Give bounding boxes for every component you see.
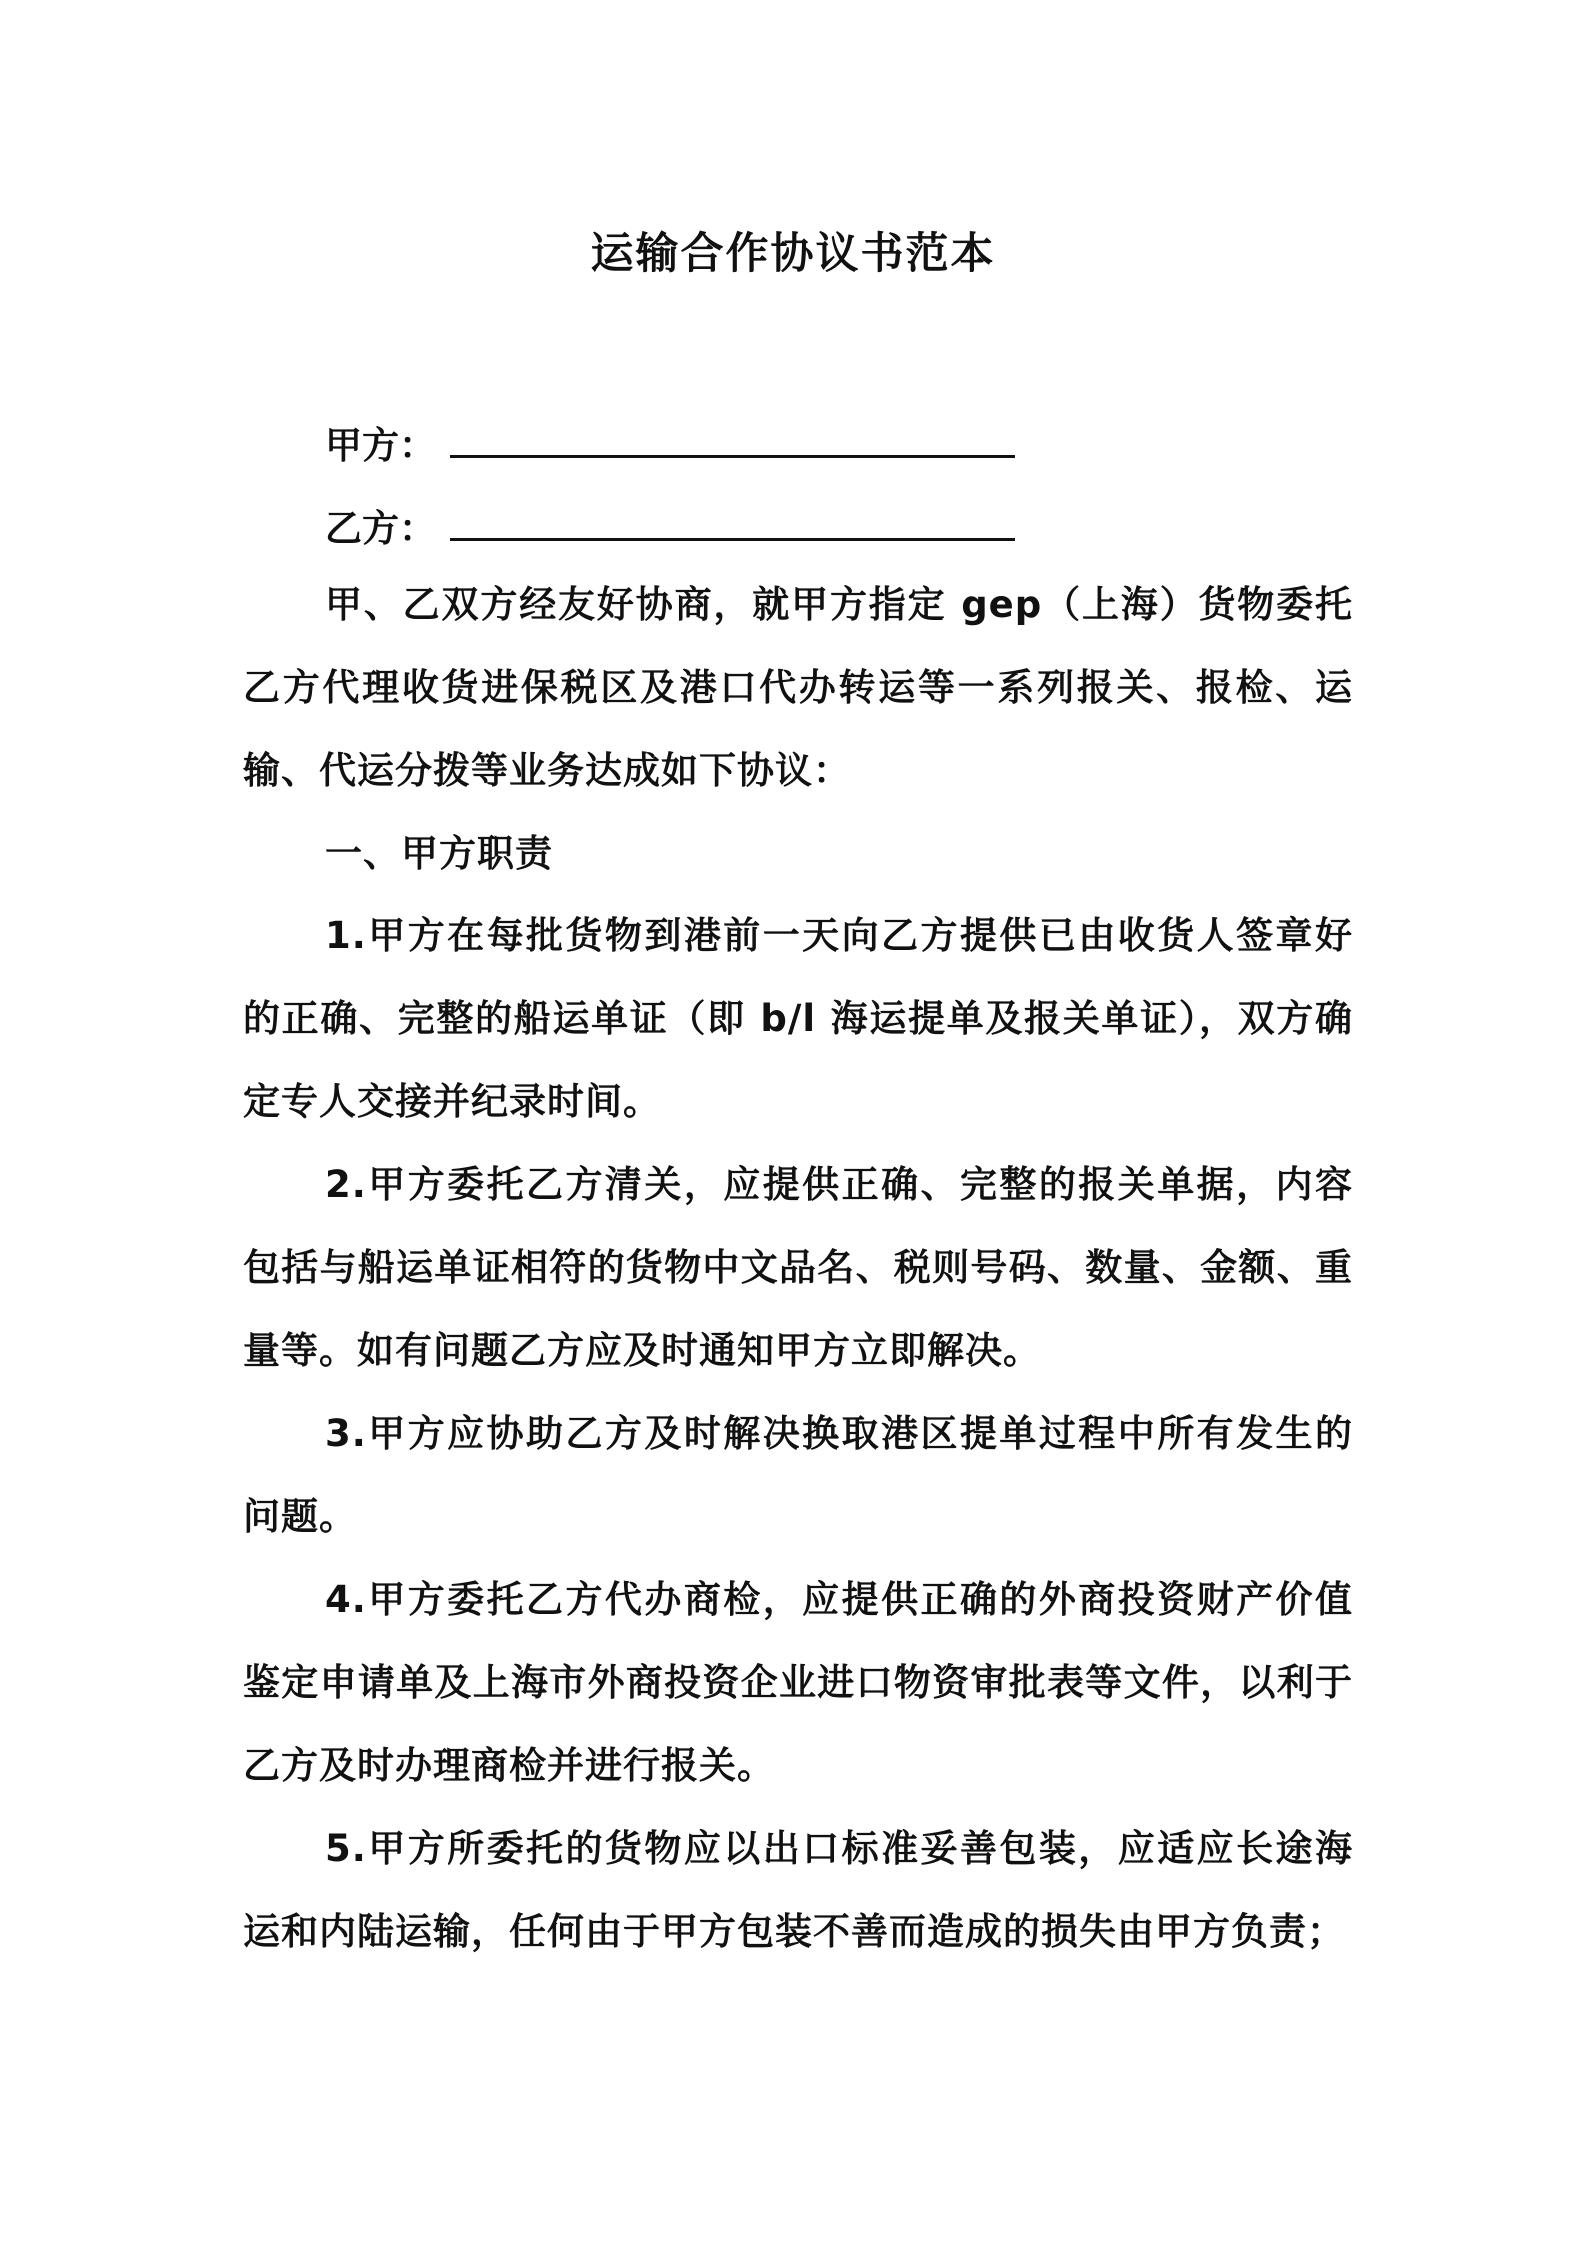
intro-paragraph: 甲、乙双方经友好协商，就甲方指定 gep（上海）货物委托乙方代理收货进保税区及港口代办转运等一系列报关、报检、运输、代运分拨等业务达成如下协议： (243, 583, 1353, 792)
party-a-label: 甲方： (325, 424, 436, 467)
clause-5: 5.甲方所委托的货物应以出口标准妥善包装，应适应长途海运和内陆运输，任何由于甲方包装不善而造成的损失由甲方负责； (243, 1827, 1353, 1953)
party-b-blank (450, 506, 1015, 541)
clause-2: 2.甲方委托乙方清关，应提供正确、完整的报关单据，内容包括与船运单证相符的货物中文品名、税则号码、数量、金额、重量等。如有问题乙方应及时通知甲方立即解决。 (243, 1163, 1353, 1372)
document-title: 运输合作协议书范本 (590, 229, 996, 279)
party-a-blank (450, 423, 1015, 458)
party-b-line (325, 498, 1015, 552)
clause-3: 3.甲方应协助乙方及时解决换取港区提单过程中所有发生的问题。 (243, 1412, 1353, 1538)
clause-1: 1.甲方在每批货物到港前一天向乙方提供已由收货人签章好的正确、完整的船运单证（即 b/l 海运提单及报关单证），双方确定专人交接并纪录时间。 (243, 914, 1353, 1123)
party-a-line (325, 415, 1015, 469)
party-b-label: 乙方： (325, 507, 436, 550)
section-heading: 一、甲方职责 (325, 832, 553, 875)
clause-4: 4.甲方委托乙方代办商检，应提供正确的外商投资财产价值鉴定申请单及上海市外商投资企业进口物资审批表等文件，以利于乙方及时办理商检并进行报关。 (243, 1578, 1353, 1787)
